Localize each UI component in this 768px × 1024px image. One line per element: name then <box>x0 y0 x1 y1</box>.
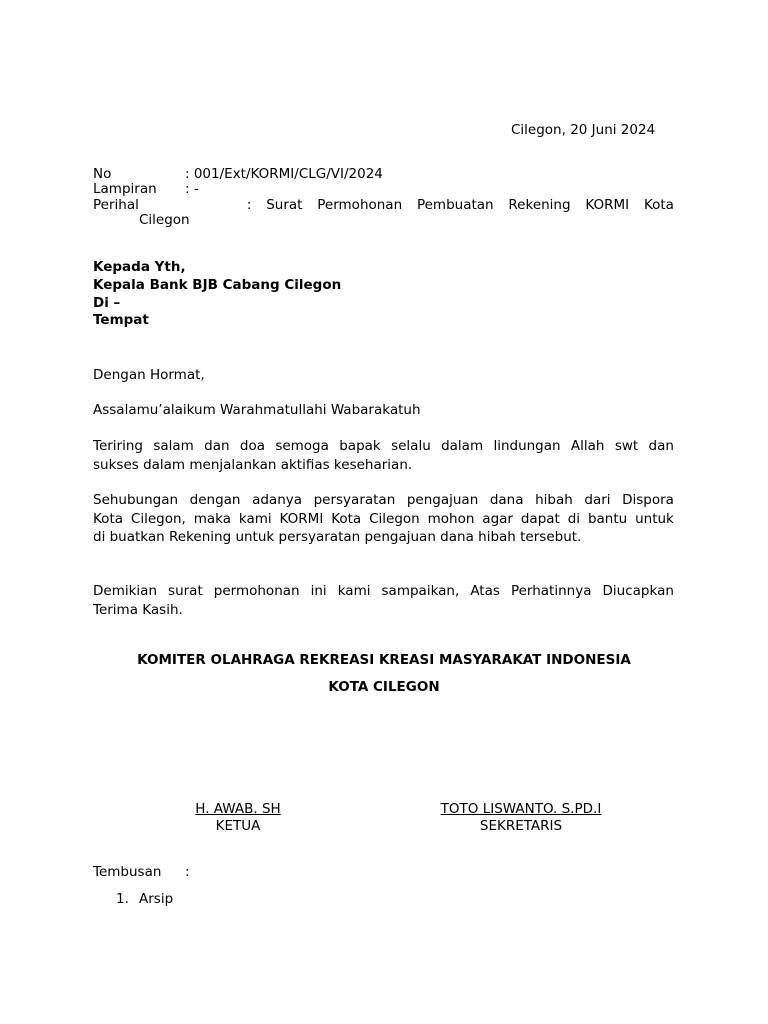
paragraph-line <box>93 491 674 510</box>
perihal-row <box>93 197 674 213</box>
word: Kota <box>331 510 362 527</box>
word: surat <box>168 583 203 599</box>
signatory-name: H. AWAB. SH <box>195 801 281 817</box>
word: dan <box>204 438 230 454</box>
word: Allah <box>570 438 605 454</box>
paragraph-line <box>93 582 674 601</box>
word: Cilegon <box>369 510 420 527</box>
lampiran-value: : - <box>185 181 199 197</box>
word: permohonan <box>213 583 300 599</box>
word: KORMI <box>279 510 324 527</box>
paragraph-line <box>93 510 674 529</box>
word: adanya <box>252 492 303 508</box>
paragraph-line <box>93 437 674 456</box>
word: ini <box>310 583 327 599</box>
word: hibah <box>535 492 573 508</box>
perihal-word: Permohonan <box>317 197 403 213</box>
signature-block-ketua <box>128 801 348 834</box>
greeting: Dengan Hormat, <box>93 367 205 383</box>
paragraph-1 <box>93 437 674 474</box>
perihal-colon: : <box>246 197 252 213</box>
recipient-line-4: Tempat <box>93 312 149 328</box>
word: maka <box>193 510 231 527</box>
signatory-title: SEKRETARIS <box>479 818 563 834</box>
word: swt <box>614 438 639 454</box>
word: dari <box>584 492 611 508</box>
word: pengajuan <box>406 492 479 508</box>
paragraph-line: sukses dalam menjalankan aktifias keseharian. <box>93 456 413 473</box>
recipient-line-3: Di – <box>93 295 121 311</box>
word: bapak <box>339 438 381 454</box>
word: Atas <box>470 583 500 599</box>
perihal-continuation: Cilegon <box>139 212 190 228</box>
perihal-word: Rekening <box>508 197 571 213</box>
no-value: : 001/Ext/KORMI/CLG/VI/2024 <box>185 166 383 182</box>
word: kami <box>238 510 272 527</box>
organization-name: KOMITER OLAHRAGA REKREASI KREASI MASYARAKAT INDONESIA <box>137 652 631 668</box>
no-label: No <box>93 166 112 182</box>
closing-paragraph <box>93 582 674 619</box>
paragraph-2 <box>93 491 674 547</box>
word: Teriring <box>93 438 143 454</box>
signatory-title: KETUA <box>215 818 261 834</box>
word: lindungan <box>493 438 561 454</box>
recipient-line-2: Kepala Bank BJB Cabang Cilegon <box>93 277 342 293</box>
perihal-word: Surat <box>266 197 303 213</box>
word: sampaikan, <box>381 583 460 599</box>
word: Kota <box>93 510 124 527</box>
word: dan <box>648 438 674 454</box>
perihal-word: Kota <box>643 197 674 213</box>
word: bantu <box>587 510 628 527</box>
word: kami <box>337 583 371 599</box>
word: persyaratan <box>313 492 396 508</box>
word: mohon <box>427 510 475 527</box>
signature-block-sekretaris <box>411 801 631 834</box>
paragraph-line: di buatkan Rekening untuk persyaratan pengajuan dana hibah tersebut. <box>93 529 582 545</box>
word: di <box>567 510 581 527</box>
letter-date: Cilegon, 20 Juni 2024 <box>511 122 656 138</box>
perihal-label: Perihal <box>93 197 139 213</box>
word: Perhatinnya <box>510 583 592 599</box>
tembusan-label: Tembusan <box>93 864 162 880</box>
word: Demikian <box>93 583 157 599</box>
organization-city: KOTA CILEGON <box>328 679 440 695</box>
perihal-word: Pembuatan <box>416 197 494 213</box>
tembusan-item-text: Arsip <box>139 891 174 907</box>
recipient-line-1: Kepada Yth, <box>93 259 186 275</box>
word: dapat <box>520 510 560 527</box>
word: Dispora <box>622 492 674 508</box>
word: doa <box>239 438 265 454</box>
word: selalu <box>391 438 431 454</box>
tembusan-colon: : <box>185 864 190 880</box>
word: untuk <box>635 510 674 527</box>
word: dengan <box>189 492 241 508</box>
word: salam <box>153 438 194 454</box>
word: agar <box>482 510 513 527</box>
salam: Assalamu’alaikum Warahmatullahi Wabarakatuh <box>93 402 421 418</box>
lampiran-label: Lampiran <box>93 181 157 197</box>
tembusan-item-number: 1. <box>116 891 129 907</box>
paragraph-line: Terima Kasih. <box>93 601 183 618</box>
word: dana <box>489 492 524 508</box>
word: dalam <box>441 438 484 454</box>
perihal-word: KORMI <box>585 197 630 213</box>
word: Sehubungan <box>93 492 179 508</box>
word: semoga <box>275 438 329 454</box>
word: Diucapkan <box>602 583 674 599</box>
signatory-name: TOTO LISWANTO. S.PD.I <box>440 801 602 817</box>
word: Cilegon, <box>130 510 186 527</box>
